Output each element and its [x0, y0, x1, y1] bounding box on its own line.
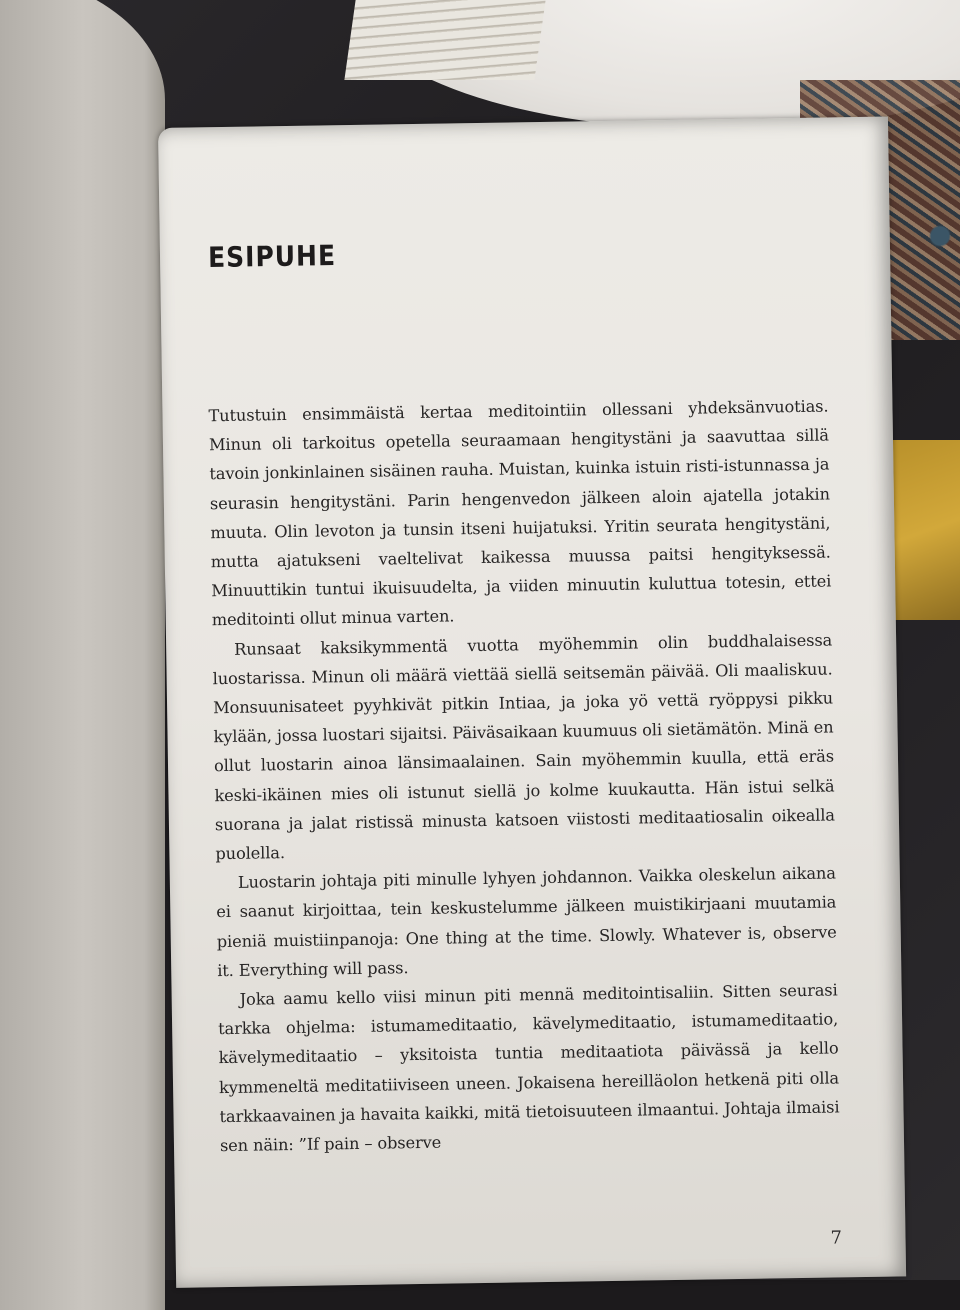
body-text [208, 392, 840, 1161]
paragraph-1: Tutustuin ensimmäistä kertaa meditointiin ollessani yhdeksänvuotias. Minun oli tarkoitus opetella seuraamaan hengitystäni ja saavuttaa sillä tavoin jonkinlainen sisäinen rauha. Muistan, kuinka istuin risti-istunnassa ja seurasin hengitystäni. Parin hengenvedon jälkeen aloin ajatella jotakin muuta. Olin levoton ja tunsin itseni huijatuksi. Yritin seurata hengitystäni, mutta ajatukseni vaeltelivat kaikessa muussa paitsi hengityksessä. Minuuttikin tuntui ikuisuudelta, ja viiden minuutin kuluttua totesin, ettei meditointi ollut minua varten. [208, 396, 832, 630]
paragraph-3: Luostarin johtaja piti minulle lyhyen johdannon. Vaikka oleskelun aikana ei saanut kirjoittaa, tein keskustelumme jälkeen muistikirjaani muutamia pieniä muistiinpanoja: One thing at the time. Slowly. Whatever is, observe it. Everything will pass. [216, 863, 837, 981]
chapter-title: ESIPUHE [207, 239, 337, 274]
page-number: 7 [830, 1227, 843, 1249]
paragraph-2: Runsaat kaksikymmentä vuotta myöhemmin olin buddhalaisessa luostarissa. Minun oli määrä viettää siellä seitsemän päivää. Oli maaliskuu. Monsuunisateet pyyhkivät pitkin Intiaa, ja joka yö vettä ryöppysi pikku kylään, jossa luostari sijaitsi. Päiväsaikaan kuumuus oli sietämätön. Minä en ollut luostarin ainoa länsimaalainen. Sain myöhemmin kuulla, että eräs keski-ikäinen mies oli istunut siellä jo kolme kuukautta. Hän istui selkä suorana ja jalat ristissä minusta katsoen viistosti meditaatiosalin oikealla puolella. [212, 630, 836, 864]
background-books [344, 0, 545, 80]
paragraph-4: Joka aamu kello viisi minun piti mennä meditointisaliin. Sitten seurasi tarkka ohjelma: istumameditaatio, kävelymeditaatio, istumameditaatio, kävelymeditaatio – yksitoista tuntia meditaatiota päivässä ja kello kymmeneltä meditatiiviseen uneen. Jokaisena hereilläolon hetkenä piti olla tarkkaavainen ja havaita kaikki, mitä tietoisuuteen ilmaantui. Johtaja ilmaisi sen näin: ”If pain – observe [218, 980, 840, 1156]
left-page-curl [0, 0, 165, 1310]
book-page [158, 117, 906, 1288]
